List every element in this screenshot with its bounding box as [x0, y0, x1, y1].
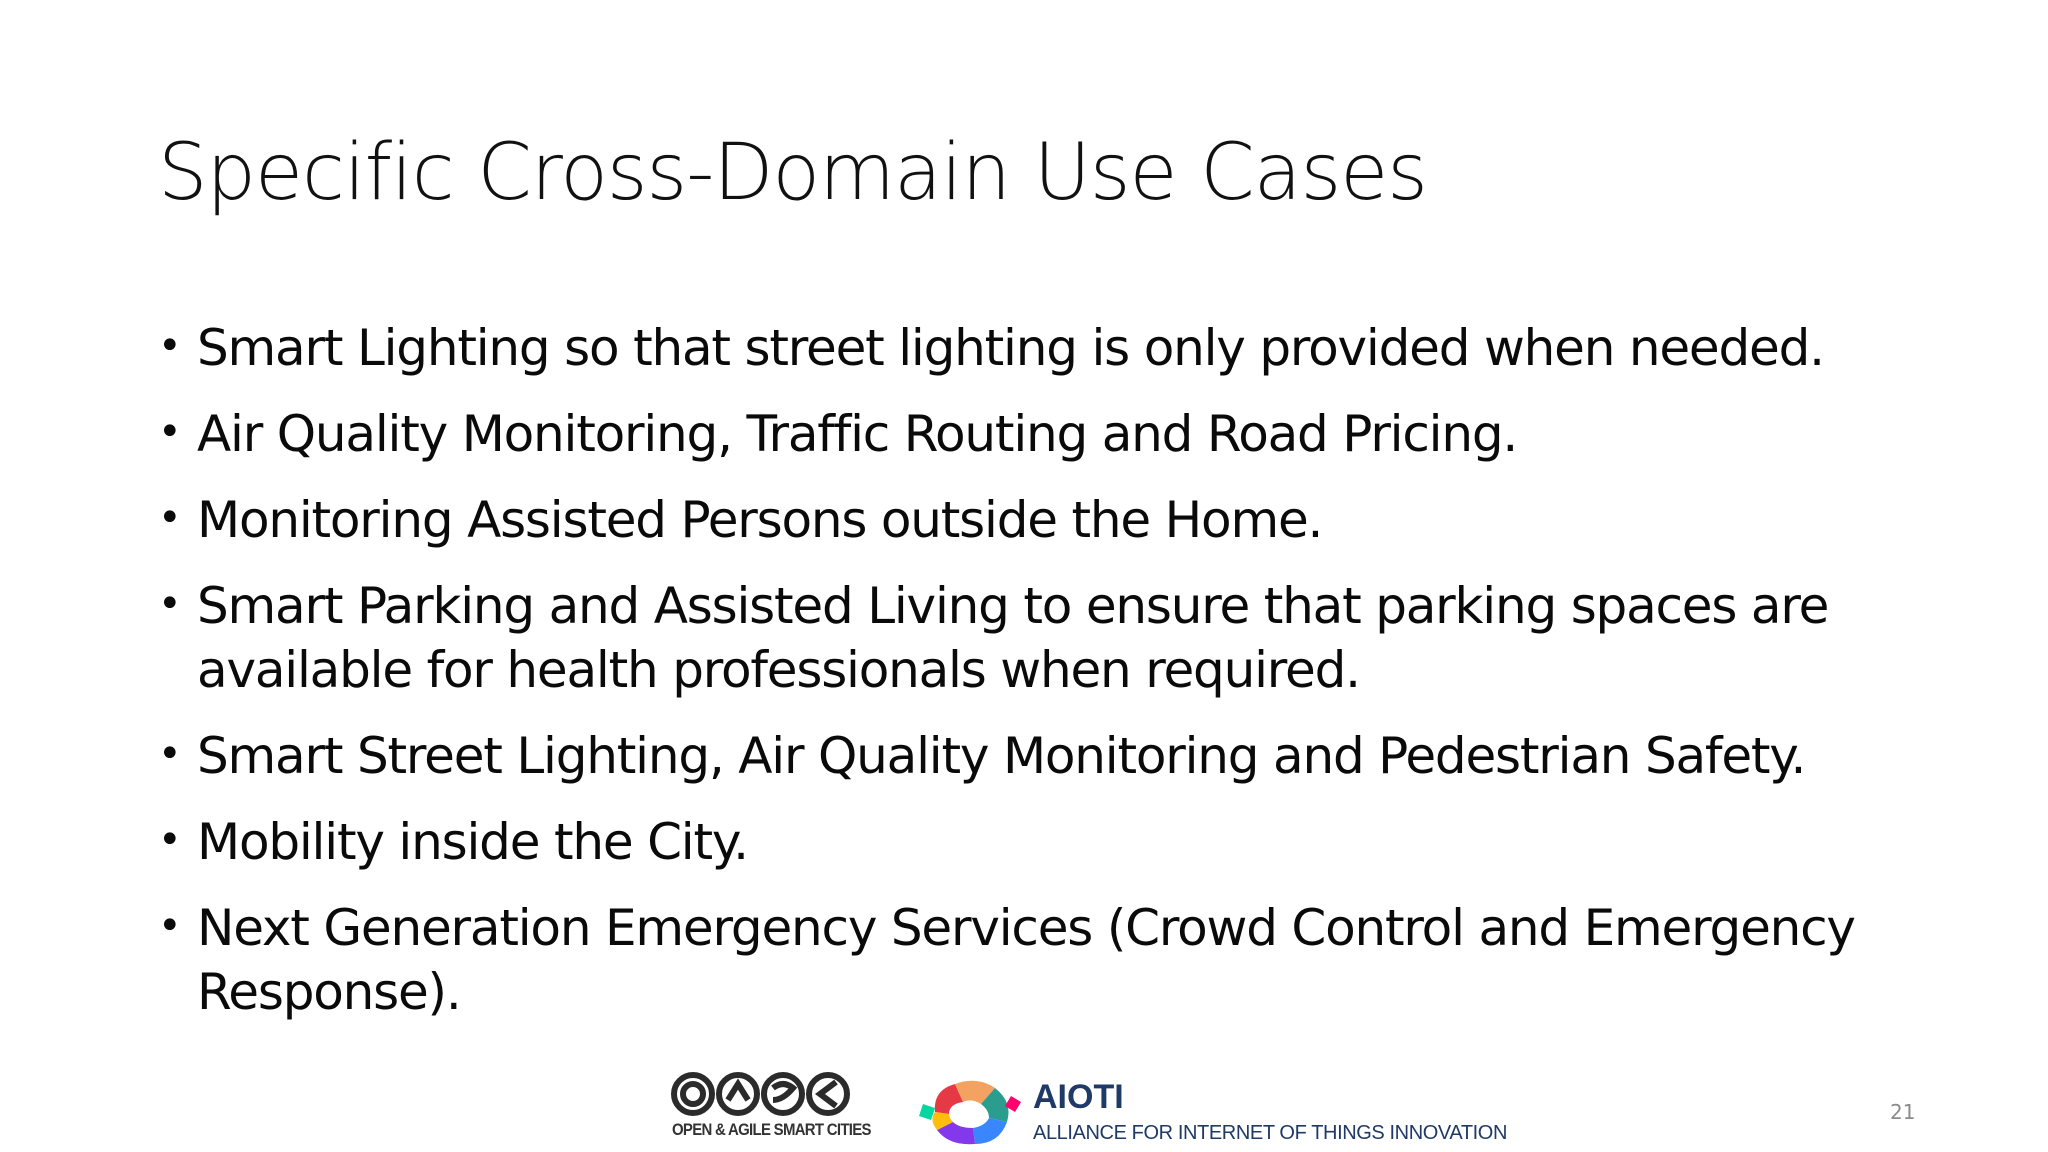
bullet-text: Mobility inside the City.	[197, 813, 748, 871]
bullet-text: Monitoring Assisted Persons outside the Home.	[197, 491, 1323, 549]
slide-footer	[0, 1060, 2048, 1152]
bullet-dot: •	[158, 323, 181, 369]
bullet-text: Air Quality Monitoring, Traffic Routing and Road Pricing.	[197, 405, 1518, 463]
bullet-text: Next Generation Emergency Services (Crowd Control and Emergency Response).	[197, 899, 1855, 1021]
aioti-name: AIOTI	[1033, 1078, 1124, 1116]
aioti-logo	[915, 1072, 1508, 1152]
bullet-text: Smart Lighting so that street lighting is only provided when needed.	[197, 319, 1824, 377]
bullet-dot: •	[158, 903, 181, 949]
oasc-logo	[668, 1070, 871, 1150]
bullet-item	[158, 896, 1918, 1024]
page-number: 21	[1890, 1100, 1916, 1124]
bullet-text: Smart Parking and Assisted Living to ensure that parking spaces are available for health professionals when required.	[197, 577, 1829, 699]
bullet-dot: •	[158, 731, 181, 777]
bullet-item	[158, 574, 1918, 702]
bullet-item	[158, 810, 1918, 874]
bullet-list	[158, 316, 1918, 1046]
bullet-item	[158, 488, 1918, 552]
oasc-logo-text: OPEN & AGILE SMART CITIES	[672, 1120, 871, 1139]
slide-title: Specific Cross-Domain Use Cases	[158, 128, 1427, 218]
bullet-item	[158, 724, 1918, 788]
bullet-item	[158, 316, 1918, 380]
aioti-puzzle-icon	[915, 1072, 1025, 1152]
bullet-dot: •	[158, 409, 181, 455]
bullet-dot: •	[158, 495, 181, 541]
bullet-dot: •	[158, 817, 181, 863]
bullet-text: Smart Street Lighting, Air Quality Monitoring and Pedestrian Safety.	[197, 727, 1806, 785]
aioti-tagline: ALLIANCE FOR INTERNET OF THINGS INNOVATION	[1033, 1122, 1508, 1144]
bullet-item	[158, 402, 1918, 466]
oasc-rings-icon	[668, 1070, 858, 1120]
bullet-dot: •	[158, 581, 181, 627]
